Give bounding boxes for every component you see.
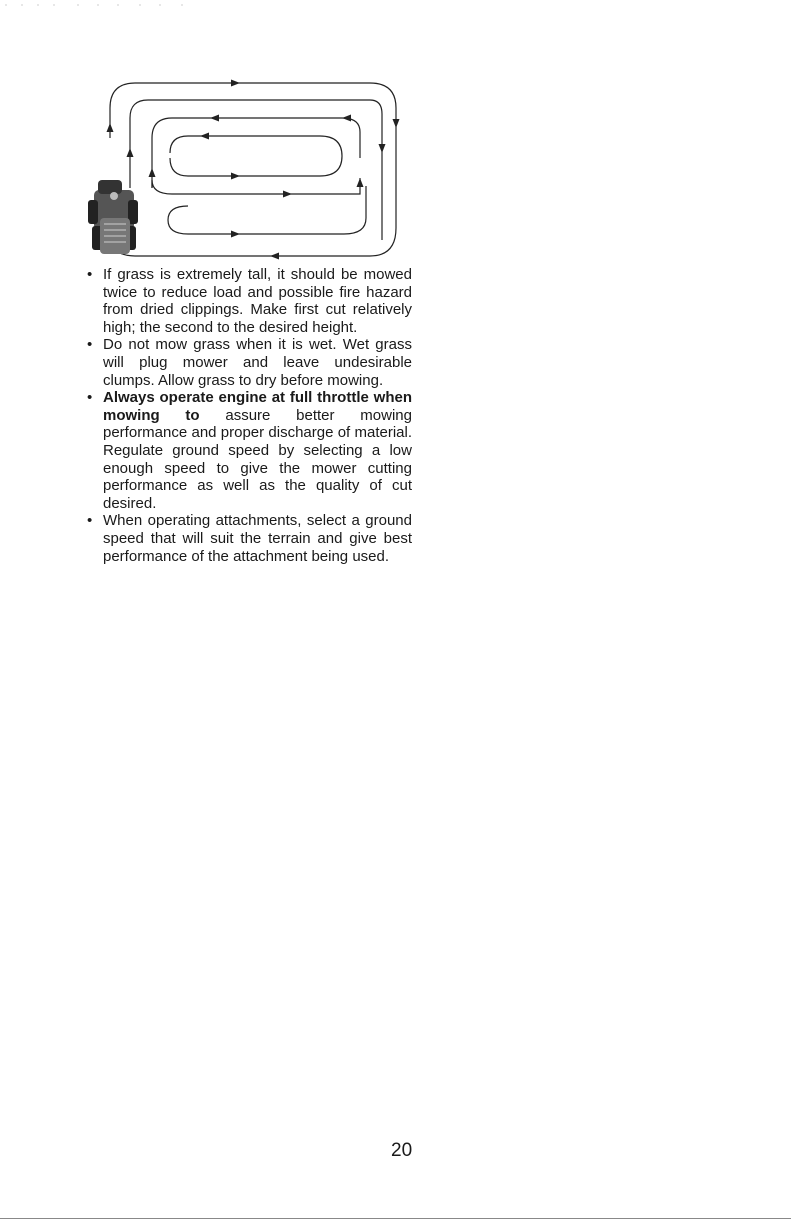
list-item [86, 512, 412, 565]
page-bottom-edge [0, 1218, 791, 1219]
list-item [86, 389, 412, 512]
bullet-marker: • [87, 336, 93, 354]
outer-mowing-path [110, 83, 396, 256]
riding-mower-icon [88, 180, 138, 254]
list-item [86, 336, 412, 389]
page-number: 20 [391, 1140, 413, 1161]
bullet-marker: • [87, 266, 93, 283]
mowing-tips-list [86, 266, 412, 565]
tip-emphasis: Always operate engine at full throttle when mowing to [103, 389, 412, 424]
scan-speckle [0, 2, 200, 8]
mowing-pattern-diagram [80, 78, 410, 270]
tip-text: When operating attachments, select a ground speed that will suit the terrain and give best performance of the attachment being used. [103, 512, 412, 565]
bullet-marker: • [87, 389, 93, 407]
list-item [86, 266, 412, 336]
tip-text: Do not mow grass when it is wet. Wet grass will plug mower and leave undesirable clumps. Allow grass to dry before mowing. [103, 336, 412, 389]
fifth-mowing-path [168, 186, 366, 234]
second-mowing-path [130, 100, 382, 188]
third-mowing-path [152, 118, 360, 188]
bullet-marker: • [87, 512, 93, 530]
tip-text: assure better mowing performance and proper discharge of material. Regulate ground speed by selecting a low enough speed to give the mower cutting performance as well as the quality of cut desired. [103, 406, 412, 512]
inner-mowing-path [170, 136, 342, 176]
tip-text: If grass is extremely tall, it should be mowed twice to reduce load and possible fire hazard from dried clippings. Make first cut relatively high; the second to the desired height. [103, 266, 412, 336]
fourth-mowing-path [152, 178, 360, 194]
